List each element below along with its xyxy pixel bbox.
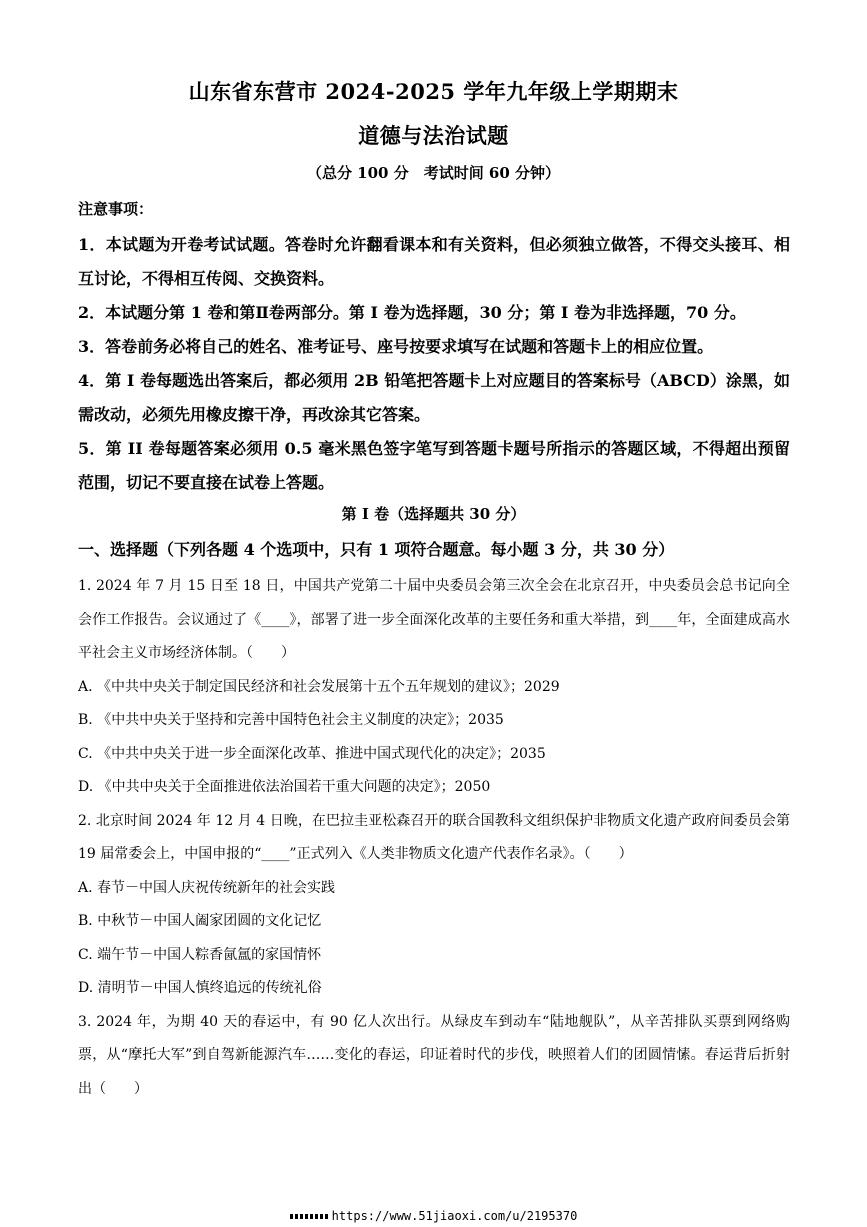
footer-url[interactable]: https://www.51jiaoxi.com/u/2195370: [331, 1209, 578, 1223]
notice-heading: 注意事项：: [78, 200, 154, 218]
question-stem: 1. 2024 年 7 月 15 日至 18 日，中国共产党第二十届中央委员会第三次全会在北京召开，中央委员会总书记向全会作工作报告。会议通过了《____》，部署了进一步全面深化改革的主要任务和重大举措，到____年，全面建成高水平社会主义市场经济体制。（ ）: [78, 578, 790, 661]
exam-meta: （总分 100 分 考试时间 60 分钟）: [306, 164, 561, 182]
exam-title: 山东省东营市 2024-2025 学年九年级上学期期末: [188, 79, 679, 104]
section-instruction: 一、选择题（下列各题 4 个选项中，只有 1 项符合题意。每小题 3 分，共 30 分）: [78, 540, 675, 559]
question-option: B. 中秋节－中国人阖家团圆的文化记忆: [78, 913, 322, 929]
notice-item: 2．本试题分第 1 卷和第Ⅱ卷两部分。第 I 卷为选择题，30 分；第 I 卷为非选择题，70 分。: [78, 303, 746, 322]
notice-item: 1．本试题为开卷考试试题。答卷时允许翻看课本和有关资料，但必须独立做答，不得交头接耳、相互讨论，不得相互传阅、交换资料。: [78, 235, 790, 288]
watermark-icon: [290, 1214, 328, 1219]
question-stem: 3. 2024 年，为期 40 天的春运中，有 90 亿人次出行。从绿皮车到动车“陆地舰队”，从辛苦排队买票到网络购票，从“摩托大军”到自驾新能源汽车……变化的春运，印证着时代的步伐，映照着人们的团圆情愫。春运背后折射出（ ）: [78, 1013, 790, 1097]
question-option: B. 《中共中央关于坚持和完善中国特色社会主义制度的决定》；2035: [78, 712, 504, 728]
notice-item: 5．第 II 卷每题答案必须用 0.5 毫米黑色签字笔写到答题卡题号所指示的答题区域，不得超出预留范围，切记不要直接在试卷上答题。: [78, 439, 790, 492]
question-option: D. 清明节－中国人慎终追远的传统礼俗: [78, 980, 322, 996]
section-title: 第 I 卷（选择题共 30 分）: [341, 505, 526, 523]
footer: [0, 1209, 867, 1223]
question-option: A. 《中共中央关于制定国民经济和社会发展第十五个五年规划的建议》；2029: [78, 678, 560, 695]
notice-item: 3．答卷前务必将自己的姓名、准考证号、座号按要求填写在试题和答题卡上的相应位置。: [78, 337, 714, 356]
question-option: A. 春节－中国人庆祝传统新年的社会实践: [78, 879, 336, 896]
question-option: C. 端午节－中国人粽香氤氲的家国情怀: [78, 946, 322, 963]
question-list: [78, 570, 790, 1106]
notice-list: [78, 228, 790, 500]
question-option: C. 《中共中央关于进一步全面深化改革、推进中国式现代化的决定》；2035: [78, 745, 546, 762]
notice-item: 4．第 I 卷每题选出答案后，都必须用 2B 铅笔把答题卡上对应题目的答案标号（ABCD）涂黑，如需改动，必须先用橡皮擦干净，再改涂其它答案。: [78, 371, 790, 424]
question-stem: 2. 北京时间 2024 年 12 月 4 日晚，在巴拉圭亚松森召开的联合国教科文组织保护非物质文化遗产政府间委员会第 19 届常委会上，中国申报的“____”正式列入《人类非物质文化遗产代表作名录》。（ ）: [78, 812, 790, 862]
question-option: D. 《中共中央关于全面推进依法治国若干重大问题的决定》；2050: [78, 779, 491, 795]
exam-subject-title: 道德与法治试题: [358, 123, 509, 148]
